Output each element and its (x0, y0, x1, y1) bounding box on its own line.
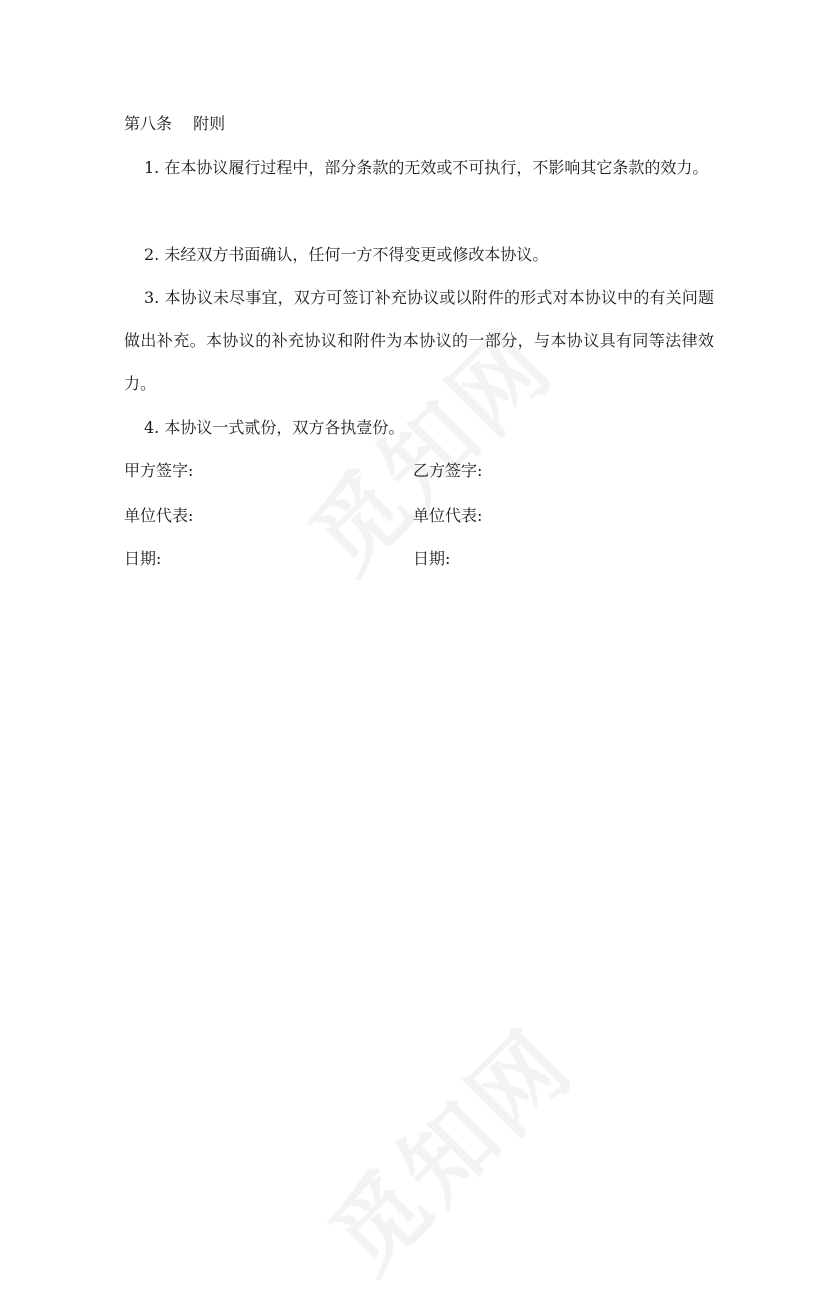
party-a-signature-label: 甲方签字: (124, 461, 194, 480)
clause-3: 3. 本协议未尽事宜，双方可签订补充协议或以附件的形式对本协议中的有关问题做出补充。本协议的补充协议和附件为本协议的一部分，与本协议具有同等法律效力。 (124, 288, 714, 393)
clause-4: 4. 本协议一式贰份，双方各执壹份。 (144, 418, 405, 437)
clause-1: 1. 在本协议履行过程中，部分条款的无效或不可执行，不影响其它条款的效力。 (144, 158, 709, 177)
article-heading: 第八条 附则 (124, 114, 226, 133)
watermark (296, 995, 597, 1296)
party-b-representative-label: 单位代表: (413, 506, 483, 525)
party-b-date-label: 日期: (413, 549, 451, 568)
party-b-signature-label: 乙方签字: (413, 461, 483, 480)
party-a-representative-label: 单位代表: (124, 506, 194, 525)
clause-2: 2. 未经双方书面确认，任何一方不得变更或修改本协议。 (144, 245, 549, 264)
party-a-date-label: 日期: (124, 549, 162, 568)
